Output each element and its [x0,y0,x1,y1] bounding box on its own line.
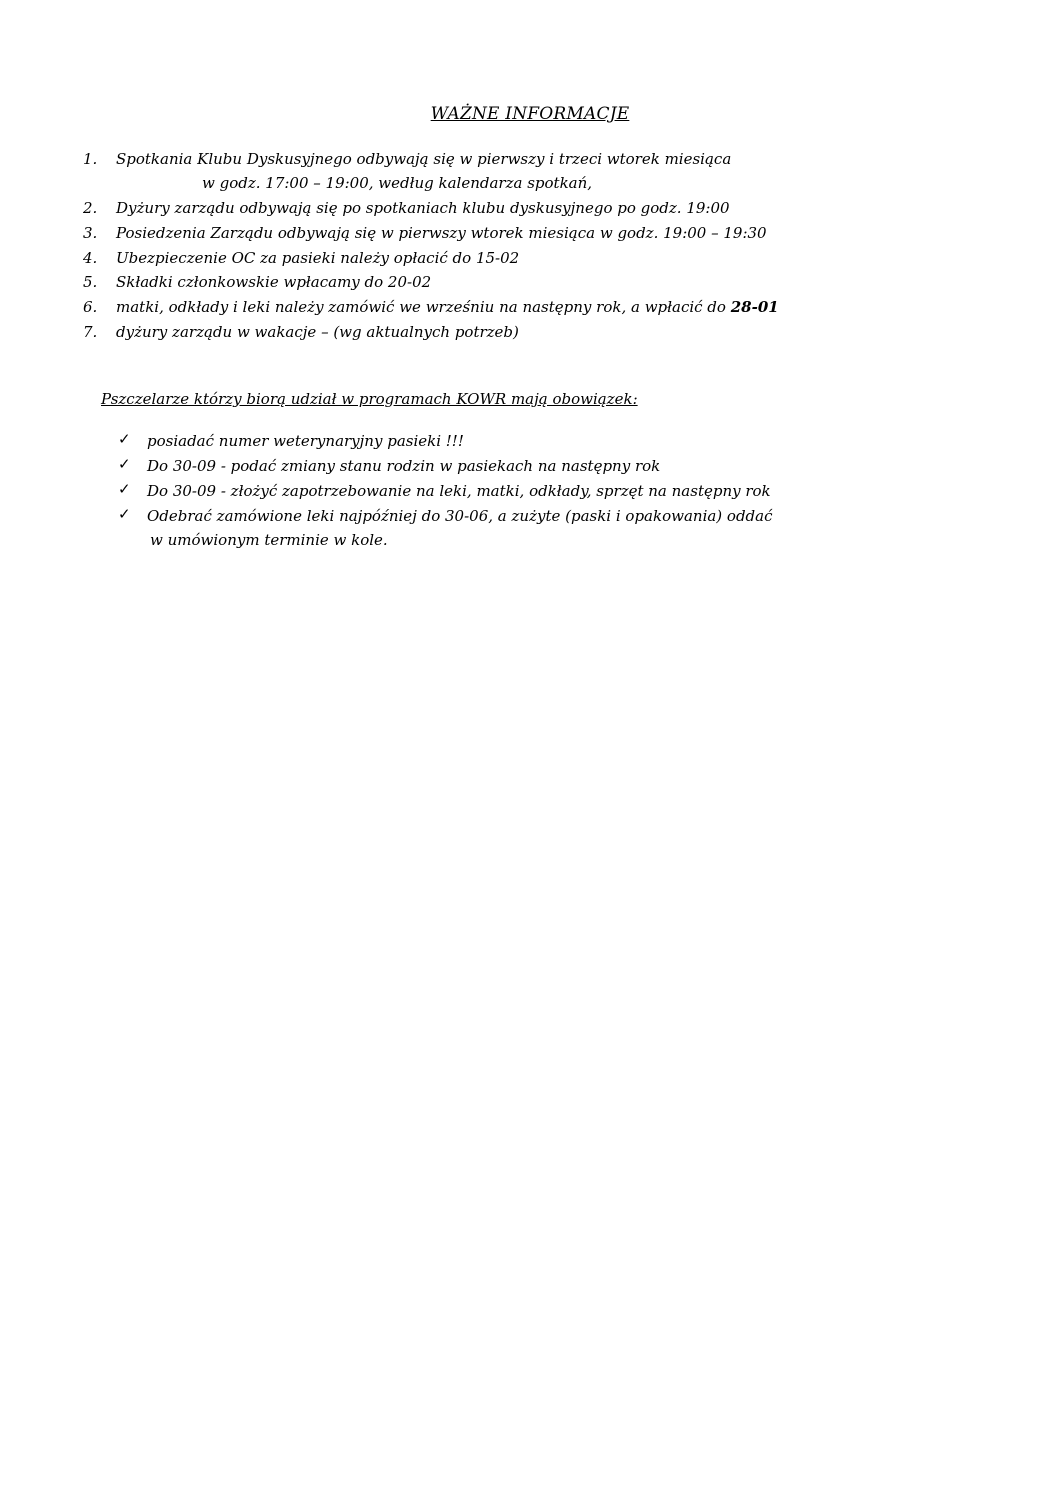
check-icon: ✓ [118,480,131,498]
check-icon: ✓ [118,430,131,448]
list-item-number: 4. [83,249,98,267]
page-title: WAŻNE INFORMACJE [430,104,630,124]
list-item-text: Spotkania Klubu Dyskusyjnego odbywają się w pierwszy i trzeci wtorek miesiąca [116,150,732,168]
list-item-number: 3. [83,224,98,242]
check-item-text: Do 30-09 - złożyć zapotrzebowanie na leki, matki, odkłady, sprzęt na następny rok [147,482,771,500]
list-item-number: 5. [83,273,98,291]
list-item-text: Ubezpieczenie OC za pasieki należy opłacić do 15-02 [116,249,520,267]
list-item-number: 6. [83,298,98,316]
list-item-text: matki, odkłady i leki należy zamówić we wrześniu na następny rok, a wpłacić do 28-01 [116,298,779,316]
list-item-text: dyżury zarządu w wakacje – (wg aktualnych potrzeb) [116,323,519,341]
list-item-continuation: w godz. 17:00 – 19:00, według kalendarza spotkań, [202,174,593,192]
payment-date: 28-01 [730,298,779,316]
list-item-text: Posiedzenia Zarządu odbywają się w pierwszy wtorek miesiąca w godz. 19:00 – 19:30 [116,224,767,242]
list-item-text: Dyżury zarządu odbywają się po spotkaniach klubu dyskusyjnego po godz. 19:00 [116,199,730,217]
section-heading: Pszczelarze którzy biorą udział w programach KOWR mają obowiązek: [101,390,638,408]
list-item-number: 7. [83,323,98,341]
check-item-text: posiadać numer weterynaryjny pasieki !!! [147,432,464,450]
check-icon: ✓ [118,505,131,523]
list-item-number: 1. [83,150,98,168]
list-item-number: 2. [83,199,98,217]
check-item-continuation: w umówionym terminie w kole. [150,531,388,549]
check-icon: ✓ [118,455,131,473]
list-item-text: Składki członkowskie wpłacamy do 20-02 [116,273,432,291]
check-item-text: Odebrać zamówione leki najpóźniej do 30-06, a zużyte (paski i opakowania) oddać [147,507,773,525]
check-item-text: Do 30-09 - podać zmiany stanu rodzin w pasiekach na następny rok [147,457,661,475]
